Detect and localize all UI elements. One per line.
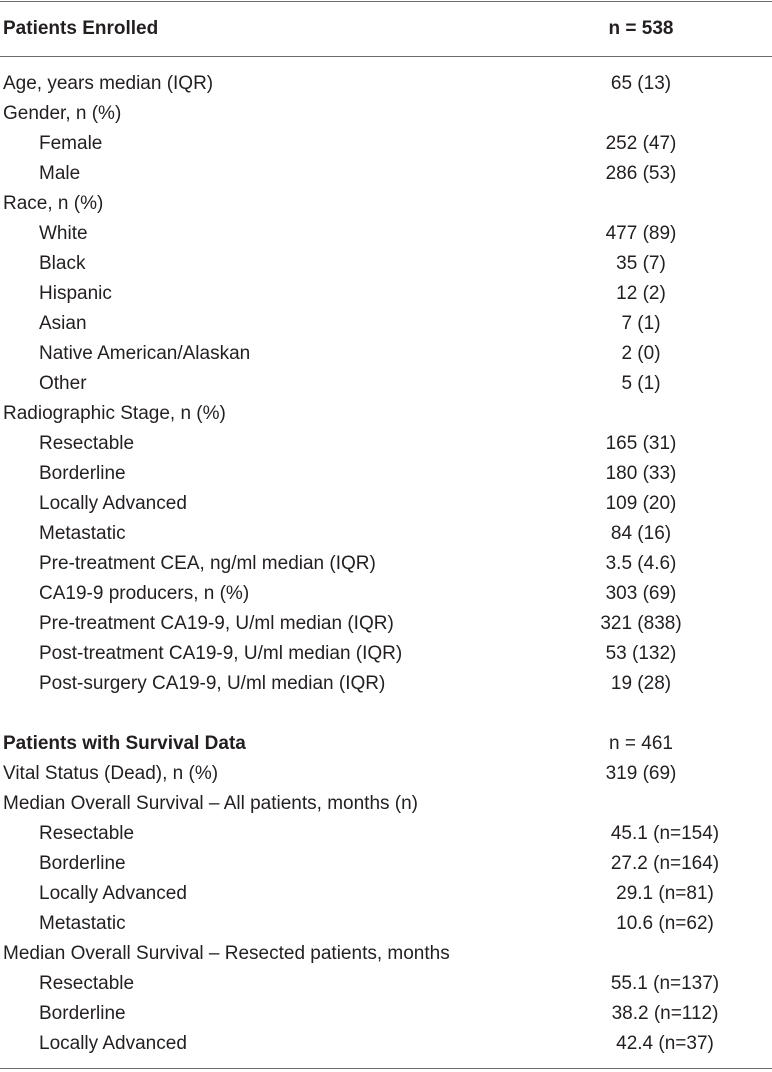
table-row [0, 879, 772, 909]
table-row [0, 1029, 772, 1059]
row-value: 12 (2) [616, 283, 666, 304]
row-label: Resectable [39, 433, 135, 454]
header-rule [0, 56, 772, 57]
row-label: Pre-treatment CA19-9, U/ml median (IQR) [39, 613, 394, 634]
table-row [0, 189, 772, 219]
section-heading: Patients with Survival Data [3, 733, 246, 754]
row-label: Vital Status (Dead), n (%) [3, 763, 219, 784]
row-value: 65 (13) [610, 73, 672, 94]
row-value: 303 (69) [605, 583, 677, 604]
row-label: Borderline [39, 463, 126, 484]
row-label: CA19-9 producers, n (%) [39, 583, 250, 604]
table-row [0, 429, 772, 459]
row-value [540, 99, 742, 129]
row-label: Race, n (%) [3, 193, 104, 214]
table-row [0, 69, 772, 99]
table-row [0, 519, 772, 549]
row-label: Radiographic Stage, n (%) [3, 403, 226, 424]
table-row [0, 489, 772, 519]
row-value: 10.6 (n=62) [616, 913, 714, 934]
row-value: 5 (1) [621, 373, 661, 394]
table-row [0, 339, 772, 369]
row-label: Pre-treatment CEA, ng/ml median (IQR) [39, 553, 376, 574]
row-label: Gender, n (%) [3, 103, 122, 124]
row-label: Locally Advanced [39, 1033, 187, 1054]
row-label: Post-treatment CA19-9, U/ml median (IQR) [39, 643, 403, 664]
table-row [0, 549, 772, 579]
row-value [540, 399, 742, 429]
table-row [0, 279, 772, 309]
row-value: 7 (1) [621, 313, 661, 334]
row-label: Female [39, 133, 103, 154]
row-value: 38.2 (n=112) [611, 1003, 719, 1024]
row-value: 53 (132) [605, 643, 677, 664]
row-label: Borderline [39, 853, 126, 874]
table-row [0, 849, 772, 879]
row-value: 3.5 (4.6) [605, 553, 677, 574]
row-label: Native American/Alaskan [39, 343, 251, 364]
table-row [0, 669, 772, 699]
table-row [0, 729, 772, 759]
row-value [540, 189, 742, 219]
row-value: 29.1 (n=81) [616, 883, 714, 904]
row-label: Resectable [39, 973, 135, 994]
row-value: 252 (47) [605, 133, 677, 154]
row-value: 319 (69) [605, 763, 677, 784]
row-label: Median Overall Survival – All patients, months (n) [3, 793, 419, 814]
row-value: 35 (7) [616, 253, 666, 274]
row-value: 27.2 (n=164) [610, 853, 720, 874]
row-value: 180 (33) [605, 463, 677, 484]
table-row [0, 129, 772, 159]
row-label: Borderline [39, 1003, 126, 1024]
row-value: 165 (31) [605, 433, 677, 454]
table-row [0, 249, 772, 279]
table-row [0, 219, 772, 249]
row-value: 19 (28) [610, 673, 672, 694]
row-value: n = 461 [609, 733, 673, 754]
row-label: Other [39, 373, 87, 394]
table-row [0, 459, 772, 489]
row-value [540, 939, 742, 969]
table-row [0, 309, 772, 339]
table-row [0, 939, 772, 969]
row-label: Hispanic [39, 283, 112, 304]
row-value: 286 (53) [605, 163, 677, 184]
table-header [0, 1, 772, 56]
table-row [0, 99, 772, 129]
row-value [540, 789, 742, 819]
table-bottom-rule [0, 1068, 772, 1069]
row-value: 477 (89) [605, 223, 677, 244]
row-label: Age, years median (IQR) [3, 73, 214, 94]
row-value: 45.1 (n=154) [610, 823, 720, 844]
row-label: Post-surgery CA19-9, U/ml median (IQR) [39, 673, 386, 694]
row-label: Male [39, 163, 81, 184]
table-row [0, 639, 772, 669]
table-row [0, 159, 772, 189]
table-row [0, 399, 772, 429]
row-value: 84 (16) [610, 523, 672, 544]
row-label: Median Overall Survival – Resected patients, months [3, 943, 450, 964]
table-row [0, 999, 772, 1029]
row-value: 55.1 (n=137) [610, 973, 720, 994]
header-label: Patients Enrolled [3, 18, 159, 39]
table-row [0, 789, 772, 819]
row-label: White [39, 223, 88, 244]
row-label: Locally Advanced [39, 883, 187, 904]
row-value: 2 (0) [621, 343, 661, 364]
table-row [0, 369, 772, 399]
row-label: Resectable [39, 823, 135, 844]
row-label: Asian [39, 313, 87, 334]
row-value: 321 (838) [600, 613, 682, 634]
row-label: Metastatic [39, 523, 126, 544]
row-label: Metastatic [39, 913, 126, 934]
table-row [0, 759, 772, 789]
header-value: n = 538 [608, 18, 674, 39]
table-row [0, 909, 772, 939]
table-row [0, 579, 772, 609]
row-value: 109 (20) [605, 493, 677, 514]
row-label: Black [39, 253, 86, 274]
table-row [0, 969, 772, 999]
table-row [0, 819, 772, 849]
table-row [0, 609, 772, 639]
row-value: 42.4 (n=37) [616, 1033, 714, 1054]
row-label: Locally Advanced [39, 493, 187, 514]
